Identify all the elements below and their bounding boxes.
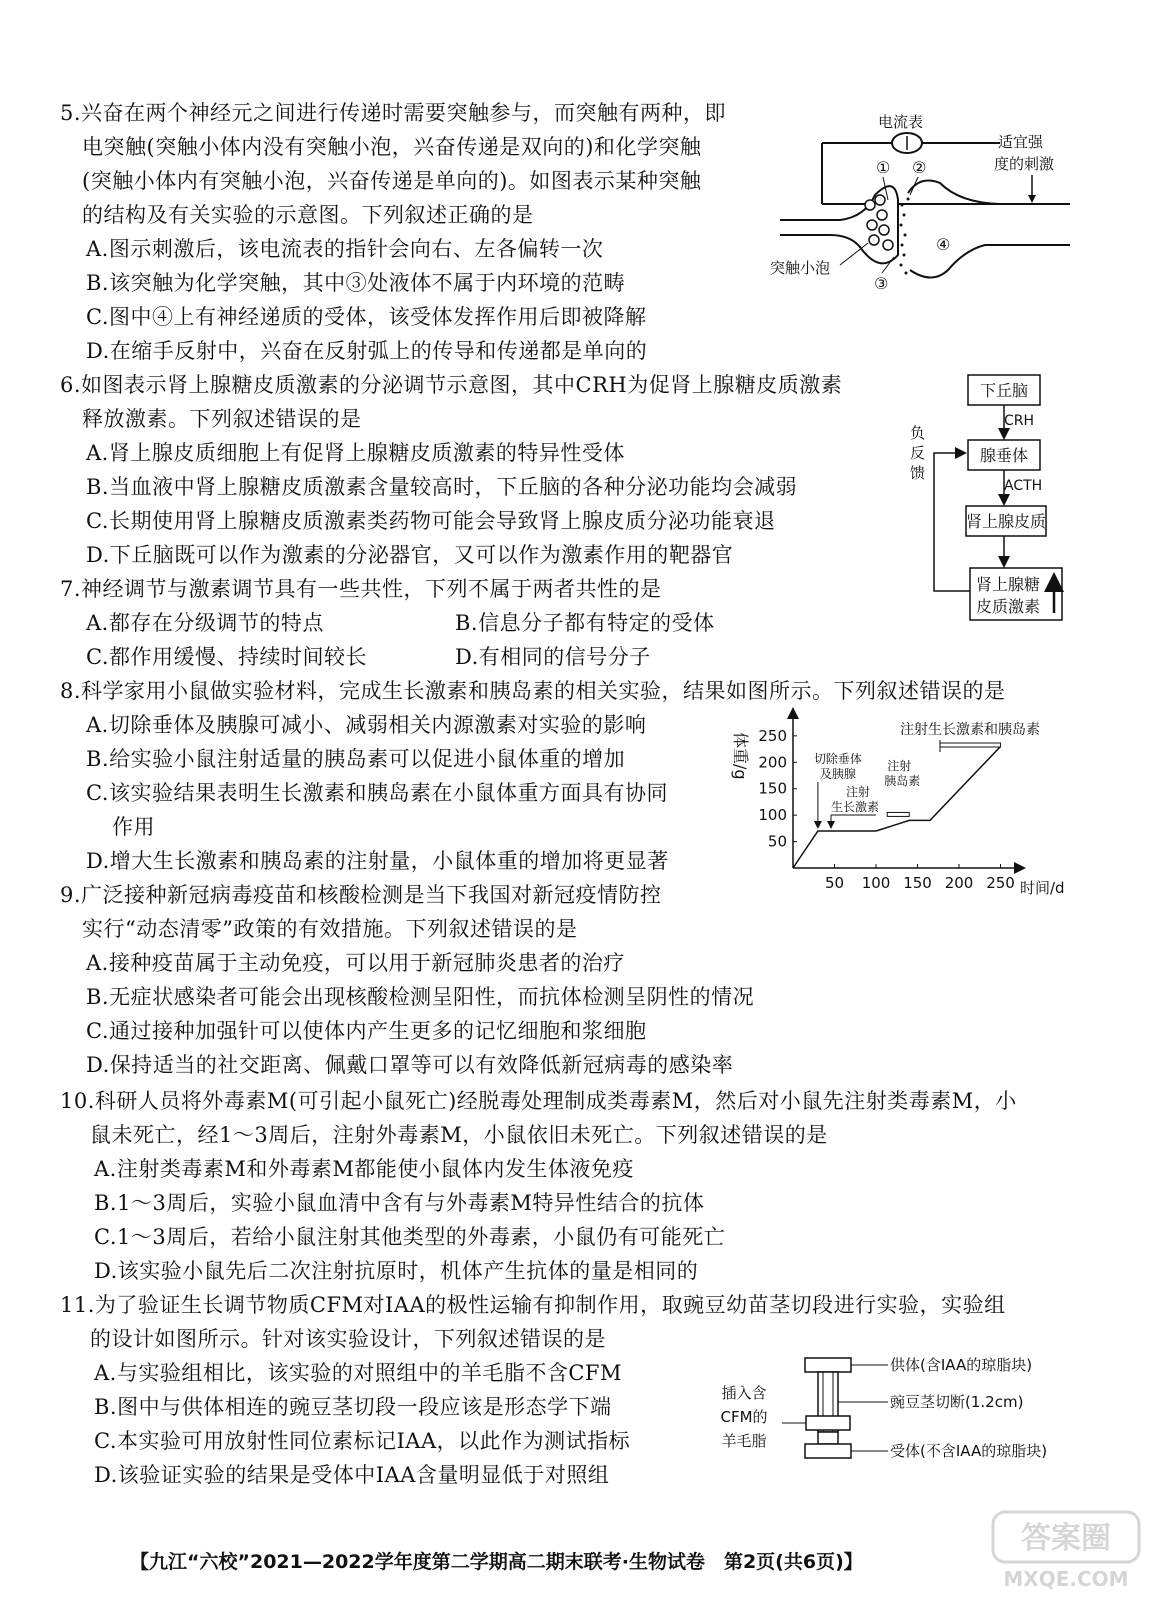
marker-3: ③: [874, 274, 889, 293]
annotation-removal-line-1: 切除垂体: [813, 752, 862, 766]
q7-stem: 7.神经调节与激素调节具有一些共性，下列不属于两者共性的是: [60, 577, 662, 601]
q6-option-d: D.下丘脑既可以作为激素的分泌器官，又可以作为激素作用的靶器官: [86, 543, 734, 567]
feedback-char-3: 馈: [910, 464, 926, 482]
annotation-gh-line-1: 注射: [846, 785, 871, 799]
q6-stem-line-2: 释放激素。下列叙述错误的是: [82, 407, 362, 431]
y-tick-label: 50: [767, 832, 787, 851]
q6-option-a: A.肾上腺皮质细胞上有促肾上腺糖皮质激素的特异性受体: [86, 441, 625, 465]
stimulus-label-1: 适宜强: [998, 133, 1044, 151]
q5-option-a: A.图示刺激后，该电流表的指针会向右、左各偏转一次: [86, 237, 604, 261]
vesicle-label: 突触小泡: [770, 259, 831, 277]
page-footer: 【九江“六校”2021—2022学年度第二学期高二期末联考·生物试卷 第2页(共6页)】: [130, 1551, 863, 1573]
x-tick-label: 250: [986, 874, 1015, 892]
donor-block: [805, 1358, 851, 1372]
q11-stem-line-1: 11.为了验证生长调节物质CFM对IAA的极性运输有抑制作用，取豌豆幼苗茎切段进行实验，实验组: [60, 1293, 1006, 1317]
receiver-block: [805, 1444, 851, 1458]
annotation-insulin-line-1: 注射: [887, 759, 912, 773]
neurotransmitter-dots: [900, 198, 910, 275]
watermark-bottom: MXQE.COM: [1003, 1567, 1129, 1591]
q5-option-d: D.在缩手反射中，兴奋在反射弧上的传导和传递都是单向的: [86, 339, 648, 363]
y-tick-label: 200: [758, 753, 787, 772]
box-glucocorticoid-label-1: 肾上腺糖: [975, 575, 1041, 594]
receiver-label: 受体(不含IAA的琼脂块): [890, 1442, 1048, 1460]
lanolin-ring: [806, 1416, 850, 1430]
marker-4: ④: [936, 235, 951, 254]
q9-option-d: D.保持适当的社交距离、佩戴口罩等可以有效降低新冠病毒的感染率: [86, 1053, 734, 1077]
q6-option-b: B.当血液中肾上腺糖皮质激素含量较高时，下丘脑的各种分泌功能均会减弱: [86, 475, 798, 499]
q7-option-d: D.有相同的信号分子: [455, 645, 651, 669]
q5-stem-line-1: 5.兴奋在两个神经元之间进行传递时需要突触参与，而突触有两种，即: [60, 101, 727, 125]
q8-option-a: A.切除垂体及胰腺可减小、减弱相关内源激素对实验的影响: [86, 713, 647, 737]
q5-stem-line-4: 的结构及有关实验的示意图。下列叙述正确的是: [82, 203, 534, 227]
stem-segment-figure: [710, 1350, 1080, 1490]
q9-stem-line-2: 实行“动态清零”政策的有效措施。下列叙述错误的是: [82, 917, 578, 941]
q9-stem-line-1: 9.广泛接种新冠病毒疫苗和核酸检测是当下我国对新冠疫情防控: [60, 883, 662, 907]
q9-option-b: B.无症状感染者可能会出现核酸检测呈阳性，而抗体检测呈阴性的情况: [86, 985, 755, 1009]
q10-option-b: B.1～3周后，实验小鼠血清中含有与外毒素M特异性结合的抗体: [94, 1191, 705, 1215]
lanolin-label-3: 羊毛脂: [721, 1432, 767, 1450]
box-adrenal-cortex-label: 肾上腺皮质: [965, 512, 1047, 531]
watermark-top: 答案圈: [1021, 1521, 1111, 1556]
postsynaptic-membrane: [908, 181, 1070, 278]
annotation-insulin-bar: [887, 812, 909, 816]
q10-option-c: C.1～3周后，若给小鼠注射其他类型的外毒素，小鼠仍有可能死亡: [94, 1225, 726, 1249]
y-axis-label: 体重/g: [731, 732, 750, 780]
q11-option-c: C.本实验可用放射性同位素标记IAA，以此作为测试指标: [94, 1429, 631, 1453]
q10-stem-line-1: 10.科研人员将外毒素M(可引起小鼠死亡)经脱毒处理制成类毒素M，然后对小鼠先注射类毒素M，小: [60, 1089, 1017, 1113]
feedback-char-2: 反: [910, 444, 926, 462]
lanolin-label-1: 插入含: [721, 1384, 767, 1402]
ammeter-label: 电流表: [878, 113, 924, 131]
synapse-figure: [770, 105, 1080, 305]
acth-label: ACTH: [1004, 478, 1043, 494]
q7-option-a: A.都存在分级调节的特点: [86, 611, 324, 635]
q8-option-c: C.该实验结果表明生长激素和胰岛素在小鼠体重方面具有协同: [86, 781, 668, 805]
box-hypothalamus-label: 下丘脑: [979, 381, 1029, 400]
q5-option-c: C.图中④上有神经递质的受体，该受体发挥作用后即被降解: [86, 305, 647, 329]
stimulus-label-2: 度的刺激: [994, 155, 1055, 173]
q7-option-b: B.信息分子都有特定的受体: [455, 611, 715, 635]
weight-line-chart: [731, 708, 1080, 903]
q5-option-b: B.该突触为化学突触，其中③处液体不属于内环境的范畴: [86, 271, 626, 295]
q6-option-c: C.长期使用肾上腺糖皮质激素类药物可能会导致肾上腺皮质分泌功能衰退: [86, 509, 776, 533]
y-tick-label: 150: [758, 779, 787, 798]
watermark-logo: [991, 1508, 1141, 1592]
annotation-gh-line-2: 生长激素: [831, 800, 880, 814]
q10-option-a: A.注射类毒素M和外毒素M都能使小鼠体内发生体液免疫: [94, 1157, 634, 1181]
stem-label: 豌豆茎切断(1.2cm): [890, 1393, 1024, 1411]
y-tick-label: 250: [758, 726, 787, 745]
q8-stem: 8.科学家用小鼠做实验材料，完成生长激素和胰岛素的相关实验，结果如图所示。下列叙述错误的是: [60, 679, 1006, 703]
q6-stem-line-1: 6.如图表示肾上腺糖皮质激素的分泌调节示意图，其中CRH为促肾上腺糖皮质激素: [60, 373, 843, 397]
q11-option-b: B.图中与供体相连的豌豆茎切段一段应该是形态学下端: [94, 1395, 612, 1419]
x-tick-label: 200: [944, 874, 974, 892]
q5-stem-line-2: 电突触(突触小体内没有突触小泡，兴奋传递是双向的)和化学突触: [82, 135, 702, 159]
donor-label: 供体(含IAA的琼脂块): [890, 1356, 1033, 1374]
q11-option-a: A.与实验组相比，该实验的对照组中的羊毛脂不含CFM: [94, 1361, 622, 1385]
annotation-both-bar: [940, 743, 1001, 747]
x-tick-label: 100: [861, 874, 891, 892]
q10-stem-line-2: 鼠未死亡，经1～3周后，注射外毒素M，小鼠依旧未死亡。下列叙述错误的是: [90, 1123, 828, 1147]
box-pituitary-label: 腺垂体: [979, 446, 1029, 465]
q10-option-d: D.该实验小鼠先后二次注射抗原时，机体产生抗体的量是相同的: [94, 1259, 699, 1283]
feedback-char-1: 负: [910, 424, 926, 442]
hpa-feedback-diagram: [900, 365, 1080, 627]
q11-stem-line-2: 的设计如图所示。针对该实验设计，下列叙述错误的是: [90, 1327, 606, 1351]
q9-option-a: A.接种疫苗属于主动免疫，可以用于新冠肺炎患者的治疗: [86, 951, 625, 975]
lanolin-label-2: CFM的: [720, 1408, 768, 1426]
q8-option-d: D.增大生长激素和胰岛素的注射量，小鼠体重的增加将更显著: [86, 849, 669, 873]
crh-label: CRH: [1004, 413, 1035, 429]
y-tick-label: 100: [758, 806, 787, 825]
annotation-insulin-line-2: 胰岛素: [884, 774, 921, 788]
annotation-both-label: 注射生长激素和胰岛素: [899, 722, 1040, 738]
q11-option-d: D.该验证实验的结果是受体中IAA含量明显低于对照组: [94, 1463, 610, 1487]
x-tick-label: 150: [903, 874, 932, 892]
q8-option-b: B.给实验小鼠注射适量的胰岛素可以促进小鼠体重的增加: [86, 747, 626, 771]
marker-1: ①: [876, 158, 891, 177]
q5-stem-line-3: (突触小体内有突触小泡，兴奋传递是单向的)。如图表示某种突触: [82, 169, 702, 193]
q7-option-c: C.都作用缓慢、持续时间较长: [86, 645, 367, 669]
marker-2: ②: [912, 158, 927, 177]
q9-option-c: C.通过接种加强针可以使体内产生更多的记忆细胞和浆细胞: [86, 1019, 647, 1043]
box-glucocorticoid-label-2: 皮质激素: [975, 597, 1041, 616]
q8-option-c-cont: 作用: [112, 815, 155, 839]
annotation-removal-line-2: 及胰腺: [819, 767, 856, 781]
x-axis-label: 时间/d: [1020, 879, 1065, 897]
x-tick-label: 50: [824, 874, 845, 892]
